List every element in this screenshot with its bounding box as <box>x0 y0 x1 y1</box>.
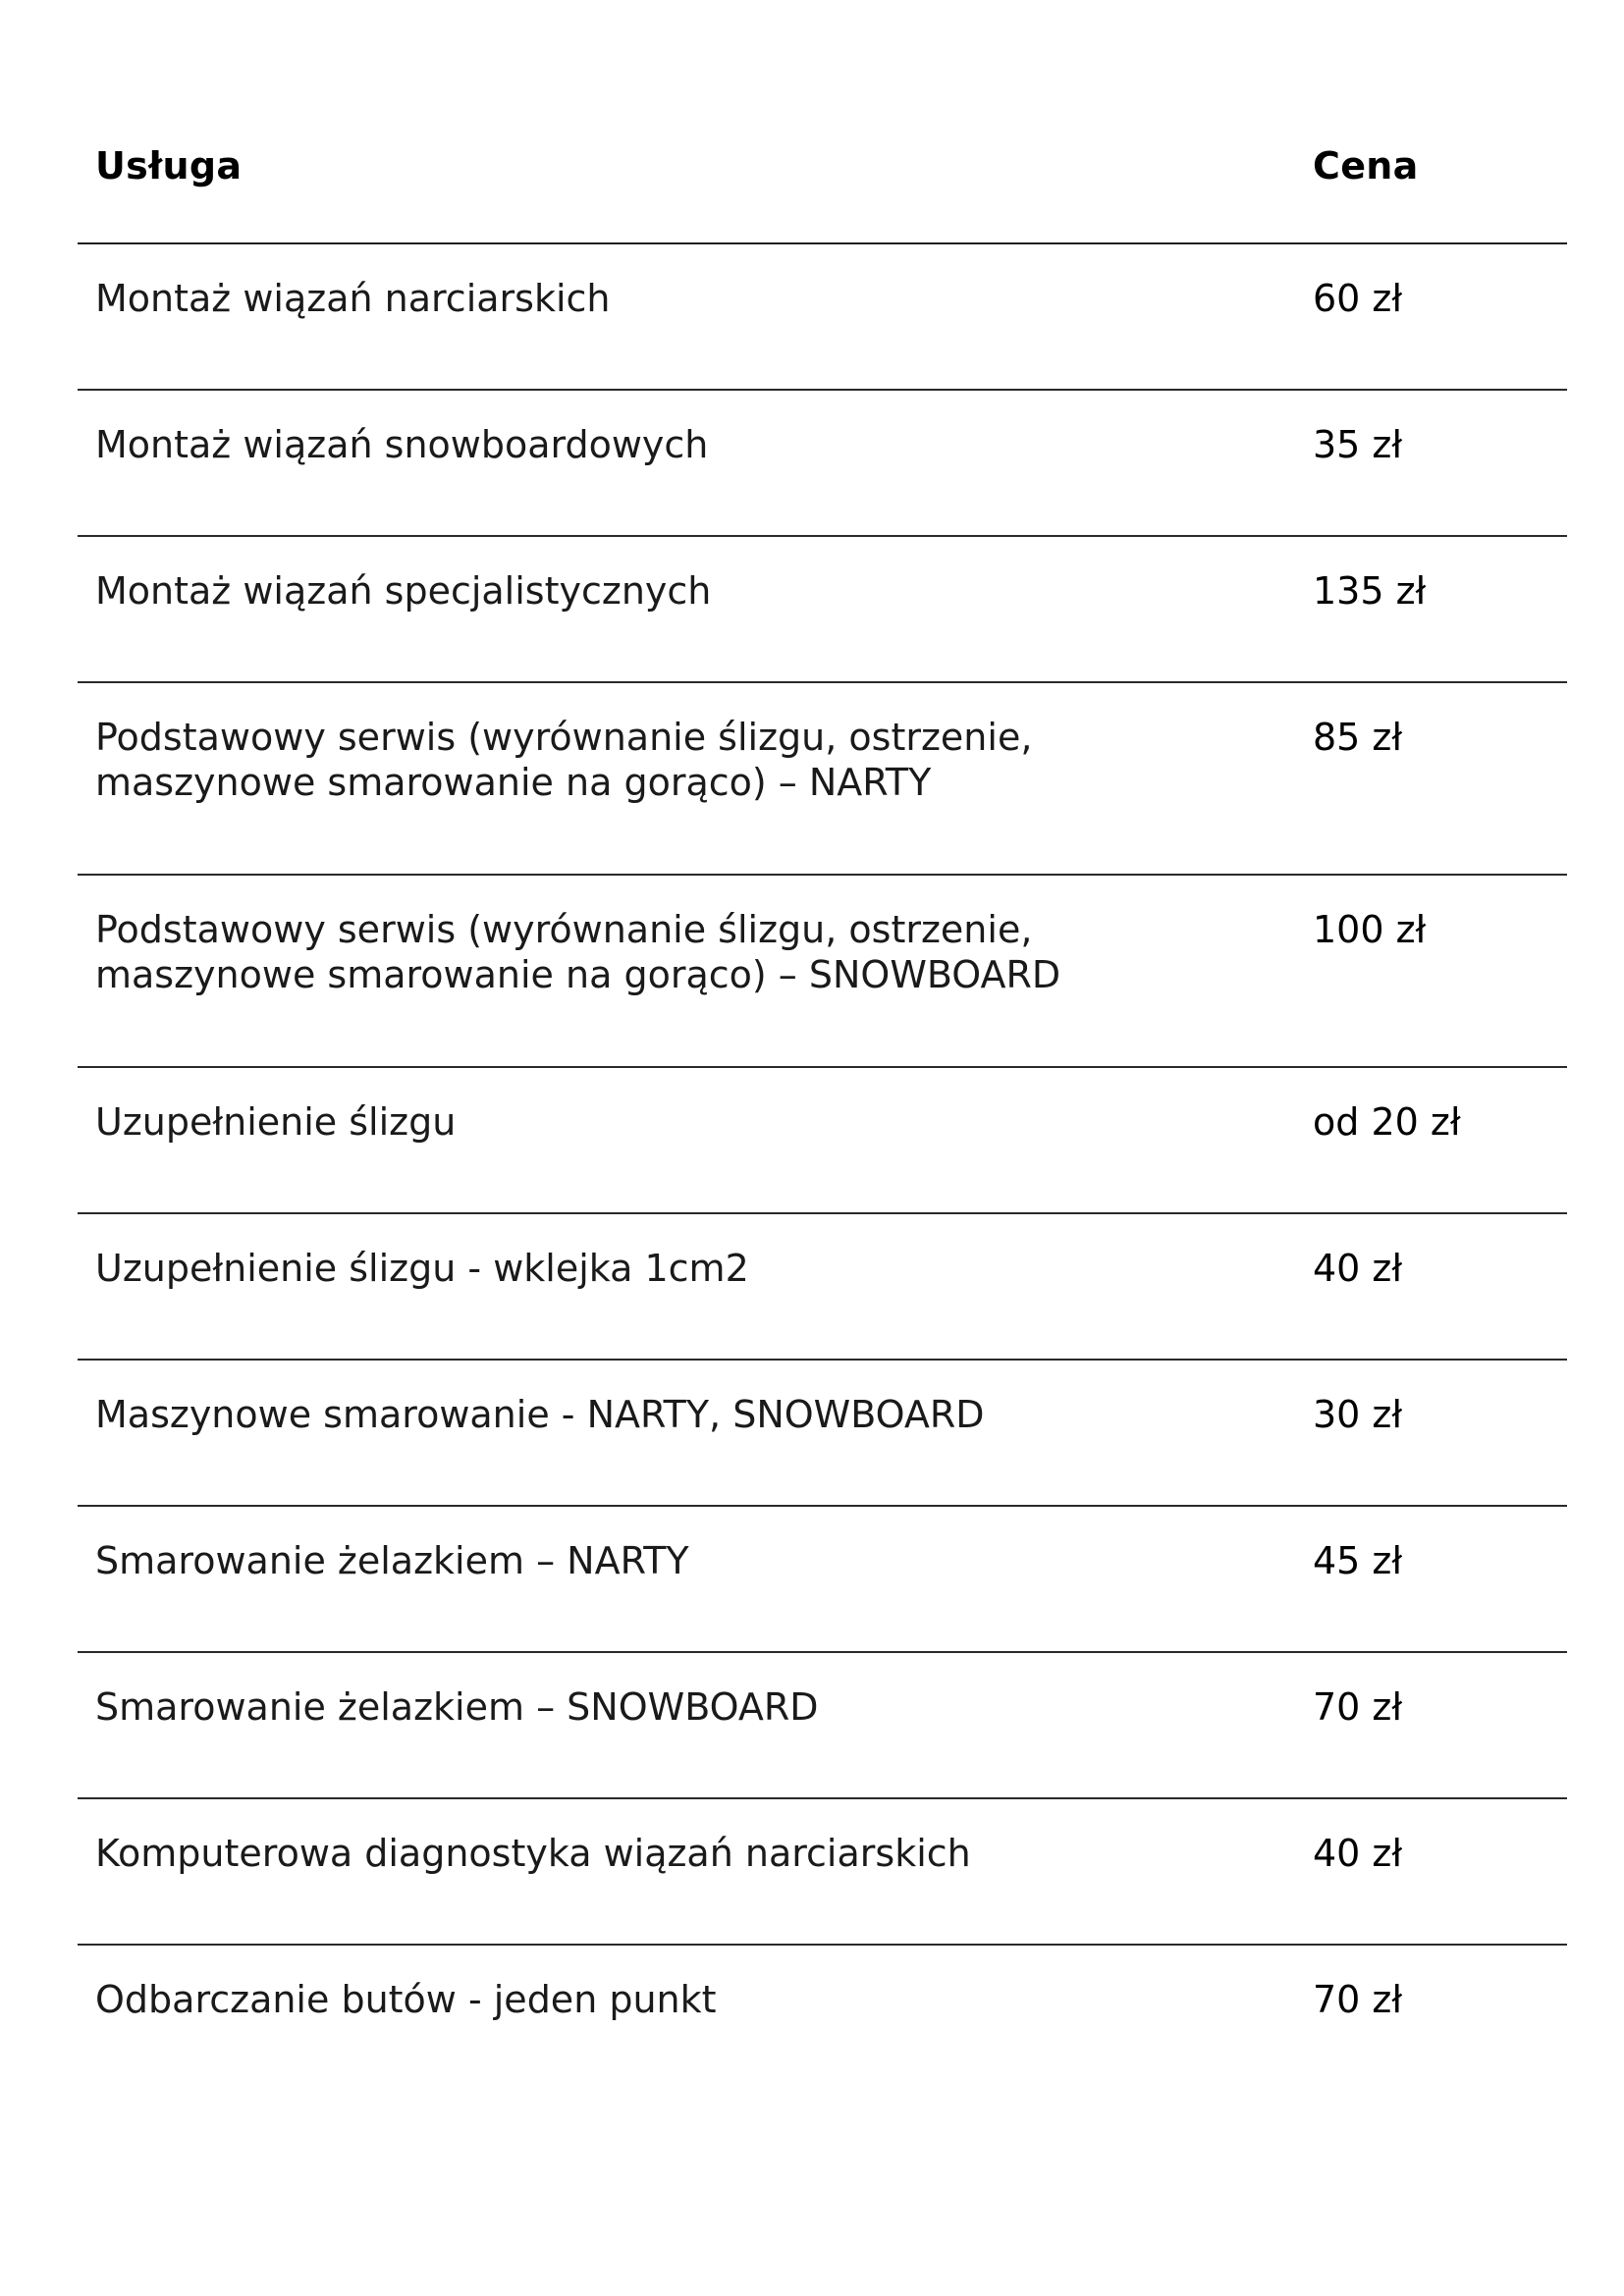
table-row <box>78 683 1567 876</box>
table-row <box>78 391 1567 537</box>
service-name: Podstawowy serwis (wyrównanie ślizgu, ostrzenie, maszynowe smarowanie na gorąco) – NARTY <box>95 716 1033 804</box>
service-name: Montaż wiązań snowboardowych <box>95 423 709 466</box>
table-row <box>78 1507 1567 1653</box>
service-name: Montaż wiązań specjalistycznych <box>95 569 712 613</box>
service-name: Podstawowy serwis (wyrównanie ślizgu, ostrzenie, maszynowe smarowanie na gorąco) – SNOWBOARD <box>95 908 1061 996</box>
service-name: Montaż wiązań narciarskich <box>95 277 611 320</box>
service-name: Uzupełnienie ślizgu <box>95 1100 457 1144</box>
table-row <box>78 1653 1567 1799</box>
service-name: Komputerowa diagnostyka wiązań narciarskich <box>95 1832 971 1875</box>
service-price: 35 zł <box>1313 423 1403 466</box>
table-row <box>78 537 1567 683</box>
table-row <box>78 1214 1567 1361</box>
service-name: Uzupełnienie ślizgu - wklejka 1cm2 <box>95 1247 749 1290</box>
header-service: Usługa <box>95 144 243 187</box>
service-name: Odbarczanie butów - jeden punkt <box>95 1978 717 2021</box>
service-price: 70 zł <box>1313 1685 1403 1729</box>
header-price: Cena <box>1313 144 1419 187</box>
service-price: 60 zł <box>1313 277 1403 320</box>
service-price: 100 zł <box>1313 908 1427 951</box>
table-row <box>78 244 1567 391</box>
table-header <box>78 0 1567 244</box>
service-price: 40 zł <box>1313 1247 1403 1290</box>
table-row <box>78 1799 1567 1946</box>
service-price: 30 zł <box>1313 1393 1403 1436</box>
service-price: 135 zł <box>1313 569 1427 613</box>
service-price: 45 zł <box>1313 1539 1403 1582</box>
table-row <box>78 876 1567 1068</box>
service-name: Maszynowe smarowanie - NARTY, SNOWBOARD <box>95 1393 985 1436</box>
service-price: od 20 zł <box>1313 1100 1461 1144</box>
table-row <box>78 1946 1567 2092</box>
price-table <box>78 0 1567 2092</box>
table-row <box>78 1361 1567 1507</box>
service-price: 70 zł <box>1313 1978 1403 2021</box>
service-name: Smarowanie żelazkiem – SNOWBOARD <box>95 1685 819 1729</box>
table-row <box>78 1068 1567 1214</box>
service-price: 85 zł <box>1313 716 1403 759</box>
service-price: 40 zł <box>1313 1832 1403 1875</box>
service-name: Smarowanie żelazkiem – NARTY <box>95 1539 689 1582</box>
